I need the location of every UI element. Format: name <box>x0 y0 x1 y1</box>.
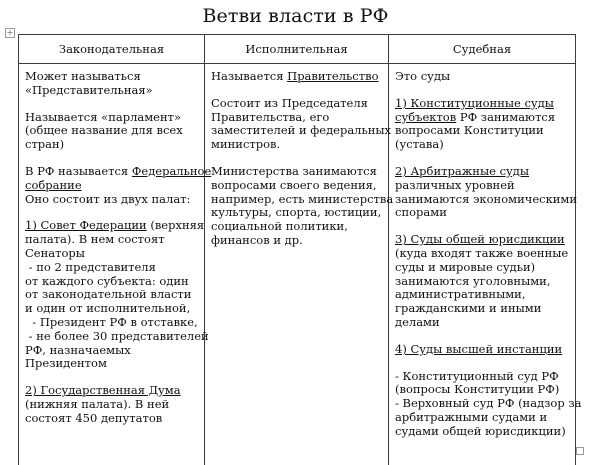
text-line: Правительства, его <box>211 109 330 124</box>
text-line: палата). В нем состоят <box>25 232 165 247</box>
table-row <box>19 64 576 465</box>
text-line: - по 2 представителя <box>25 259 156 274</box>
text-line: (общее название для всех <box>25 123 183 138</box>
arbitration-courts-term: Арбитражные суды <box>410 163 530 178</box>
text-line: 3) Суды общей юрисдикции <box>395 232 565 247</box>
text-line: Называется «парламент» <box>25 109 182 124</box>
text-line: (нижняя палата). В ней <box>25 396 170 411</box>
text-line: 2) Государственная Дума <box>25 383 181 398</box>
text-line: занимаются уголовными, <box>395 273 551 288</box>
column-header-executive: Исполнительная <box>205 35 389 64</box>
higher-courts-term: Суды высшей инстанции <box>410 341 563 356</box>
text-line: вопросами своего ведения, <box>211 177 377 192</box>
state-duma-term: Государственная Дума <box>40 383 181 398</box>
text-line: суды и мировые судьи) <box>395 259 536 274</box>
text-line: 1) Совет Федерации (верхняя <box>25 218 205 233</box>
text-line: заместителей и федеральных <box>211 123 392 138</box>
text-line: Может называться <box>25 69 141 83</box>
text-line: делами <box>395 314 440 329</box>
text-line: финансов и др. <box>211 232 303 247</box>
text-line: 4) Суды высшей инстанции <box>395 341 563 356</box>
text-line: - Верховный суд РФ (надзор за <box>395 396 582 411</box>
cell-executive <box>205 64 394 465</box>
text-line: (устава) <box>395 137 444 152</box>
text-line: Называется Правительство <box>211 69 379 83</box>
table-header-row <box>19 35 576 64</box>
text-line: - не более 30 представителей <box>25 328 209 343</box>
text-line: занимаются экономическими <box>395 191 578 206</box>
text-line: вопросами Конституции <box>395 123 544 138</box>
text-line: от каждого субъекта: один <box>25 273 189 288</box>
text-line: - Президент РФ в отставке, <box>25 314 198 329</box>
federation-council-term: Совет Федерации <box>40 218 147 233</box>
text-line: спорами <box>395 205 447 220</box>
branches-table <box>18 34 582 465</box>
federal-assembly-term: Федеральное <box>131 163 212 178</box>
text-line: социальной политики, <box>211 219 348 234</box>
text-line: 2) Арбитражные суды <box>395 163 530 178</box>
text-line: судами общей юрисдикции) <box>395 423 566 438</box>
text-line: состоят 450 депутатов <box>25 410 163 425</box>
text-line: РФ, назначаемых <box>25 342 131 357</box>
text-line: Оно состоит из двух палат: <box>25 191 191 206</box>
general-courts-term: Суды общей юрисдикции <box>410 232 565 247</box>
text-line: например, есть министерства <box>211 191 394 206</box>
text-line: министров. <box>211 137 281 152</box>
column-header-judicial: Судебная <box>389 35 576 64</box>
text-line: (вопросы Конституции РФ) <box>395 382 560 397</box>
text-line: Это суды <box>395 69 451 83</box>
text-line: культуры, спорта, юстиции, <box>211 205 382 220</box>
text-line: (куда входят также военные <box>395 245 569 260</box>
document-title: Ветви власти в РФ <box>202 5 389 27</box>
text-line: - Конституционный суд РФ <box>395 368 559 383</box>
government-term: Правительство <box>287 69 379 83</box>
text-line: субъектов РФ занимаются <box>395 109 556 124</box>
text-line: арбитражными судами и <box>395 409 548 424</box>
text-line: Президентом <box>25 356 107 371</box>
text-line: Сенаторы <box>25 245 85 260</box>
text-line: 1) Конституционные суды <box>395 95 554 110</box>
text-line: административными, <box>395 287 526 302</box>
text-line: Состоит из Председателя <box>211 95 368 110</box>
table-move-handle-icon[interactable]: + <box>6 28 14 37</box>
text-line: от законодательной власти <box>25 287 192 302</box>
table-resize-handle-icon[interactable] <box>576 447 584 455</box>
text-line: В РФ называется Федеральное <box>25 163 212 178</box>
text-line: гражданскими и иными <box>395 301 542 316</box>
cell-judicial <box>389 64 582 465</box>
text-line: «Представительная» <box>25 82 153 97</box>
text-line: собрание <box>25 177 82 192</box>
text-line: и один от исполнительной, <box>25 301 191 316</box>
text-line: стран) <box>25 137 65 152</box>
column-header-legislative: Законодательная <box>19 35 205 64</box>
text-line: различных уровней <box>395 177 515 192</box>
constitutional-courts-term: Конституционные суды <box>410 95 554 110</box>
text-line: Министерства занимаются <box>211 163 377 178</box>
cell-legislative <box>19 64 212 465</box>
